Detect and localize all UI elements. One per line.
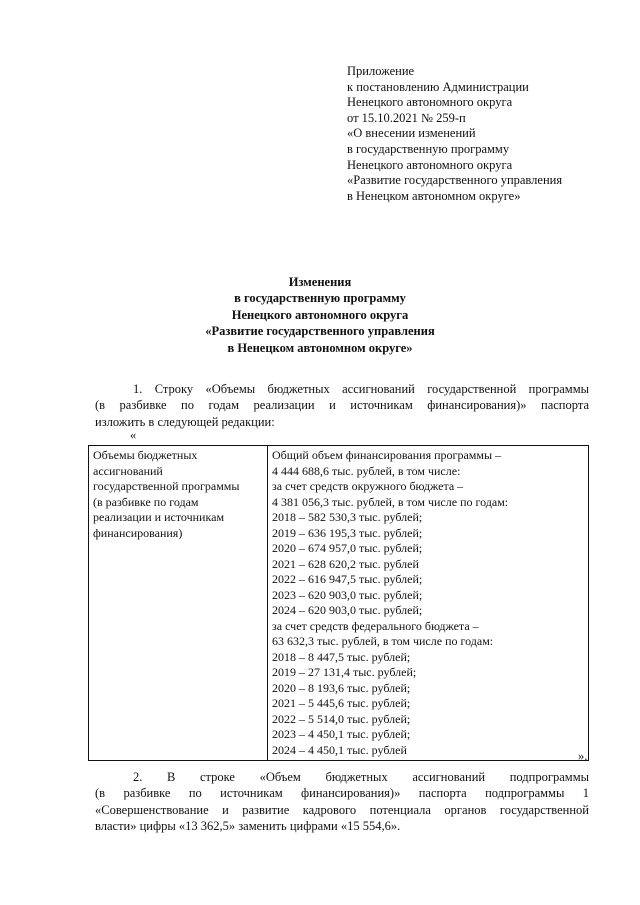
appendix-line: Ненецкого автономного округа — [347, 95, 513, 110]
paragraph-1-line-3: изложить в следующей редакции: — [95, 414, 275, 429]
funding-table — [88, 445, 589, 761]
appendix-line: к постановлению Администрации — [347, 79, 529, 94]
appendix-line: «Развитие государственного управления — [347, 173, 563, 188]
appendix-line: «О внесении изменений — [347, 126, 476, 141]
value-line: 2023 – 620 903,0 тыс. рублей; — [272, 587, 423, 602]
document-title — [0, 274, 640, 356]
appendix-line: от 15.10.2021 № 259-п — [347, 110, 466, 125]
value-line: 2018 – 582 530,3 тыс. рублей; — [272, 510, 423, 524]
value-line: 2021 – 628 620,2 тыс. рублей — [272, 556, 419, 571]
appendix-header — [347, 64, 627, 204]
paragraph-2-line-3: «Совершенствование и развитие кадрового потенциала органов государственной — [95, 802, 589, 817]
value-line: 2024 – 620 903,0 тыс. рублей; — [272, 603, 423, 617]
title-line: «Развитие государственного управления — [205, 324, 435, 339]
table-row — [89, 446, 589, 761]
value-line: 2022 – 5 514,0 тыс. рублей; — [272, 711, 411, 726]
value-line: 2023 – 4 450,1 тыс. рублей; — [272, 727, 411, 741]
value-line: 63 632,3 тыс. рублей, в том числе по годам: — [272, 634, 494, 648]
table-cell-value — [268, 446, 589, 761]
appendix-line: в Ненецком автономном округе» — [347, 188, 521, 203]
label-line: реализации и источникам — [93, 510, 225, 524]
label-line: финансирования) — [93, 525, 183, 540]
value-line: 2019 – 636 195,3 тыс. рублей; — [272, 525, 423, 540]
appendix-line: Ненецкого автономного округа — [347, 157, 513, 172]
open-quote: « — [130, 428, 137, 442]
label-line: ассигнований — [93, 463, 163, 478]
value-line: 4 444 688,6 тыс. рублей, в том числе: — [272, 463, 461, 478]
value-line: за счет средств окружного бюджета – — [272, 479, 464, 493]
paragraph-2-line-1: 2. В строке «Объем бюджетных ассигнований подпрограммы — [133, 770, 589, 784]
label-line: Объемы бюджетных — [93, 448, 198, 462]
value-line: 2020 – 8 193,6 тыс. рублей; — [272, 680, 411, 695]
value-line: 2021 – 5 445,6 тыс. рублей; — [272, 696, 411, 710]
title-line: Ненецкого автономного округа — [231, 307, 409, 322]
table-cell-label — [89, 446, 268, 761]
paragraph-2-line-4: власти» цифры «13 362,5» заменить цифрами «15 554,6». — [95, 818, 401, 833]
title-line: Изменения — [288, 275, 352, 289]
label-line: государственной программы — [93, 479, 240, 493]
paragraph-1-line-1: 1. Строку «Объемы бюджетных ассигнований государственной программы — [133, 382, 589, 396]
value-line: 2019 – 27 131,4 тыс. рублей; — [272, 665, 417, 679]
title-line: в Ненецком автономном округе» — [227, 340, 413, 355]
value-line: 2018 – 8 447,5 тыс. рублей; — [272, 649, 411, 664]
title-line: в государственную программу — [234, 291, 406, 306]
appendix-line: Приложение — [347, 64, 415, 78]
paragraph-1-line-2: (в разбивке по годам реализации и источникам финансирования)» паспорта — [95, 398, 589, 413]
paragraph-2-line-2: (в разбивке по источникам финансирования)» паспорта подпрограммы 1 — [95, 786, 589, 801]
appendix-line: в государственную программу — [347, 141, 510, 156]
close-quote: ». — [578, 749, 588, 763]
value-line: 2020 – 674 957,0 тыс. рублей; — [272, 541, 423, 555]
paragraph-1 — [95, 381, 589, 430]
value-line: 2022 – 616 947,5 тыс. рублей; — [272, 572, 423, 586]
value-line: Общий объем финансирования программы – — [272, 448, 502, 462]
value-line: 2024 – 4 450,1 тыс. рублей — [272, 742, 407, 757]
paragraph-2 — [95, 769, 589, 834]
value-line: 4 381 056,3 тыс. рублей, в том числе по годам: — [272, 494, 509, 509]
label-line: (в разбивке по годам — [93, 494, 199, 509]
value-line: за счет средств федерального бюджета – — [272, 618, 479, 633]
